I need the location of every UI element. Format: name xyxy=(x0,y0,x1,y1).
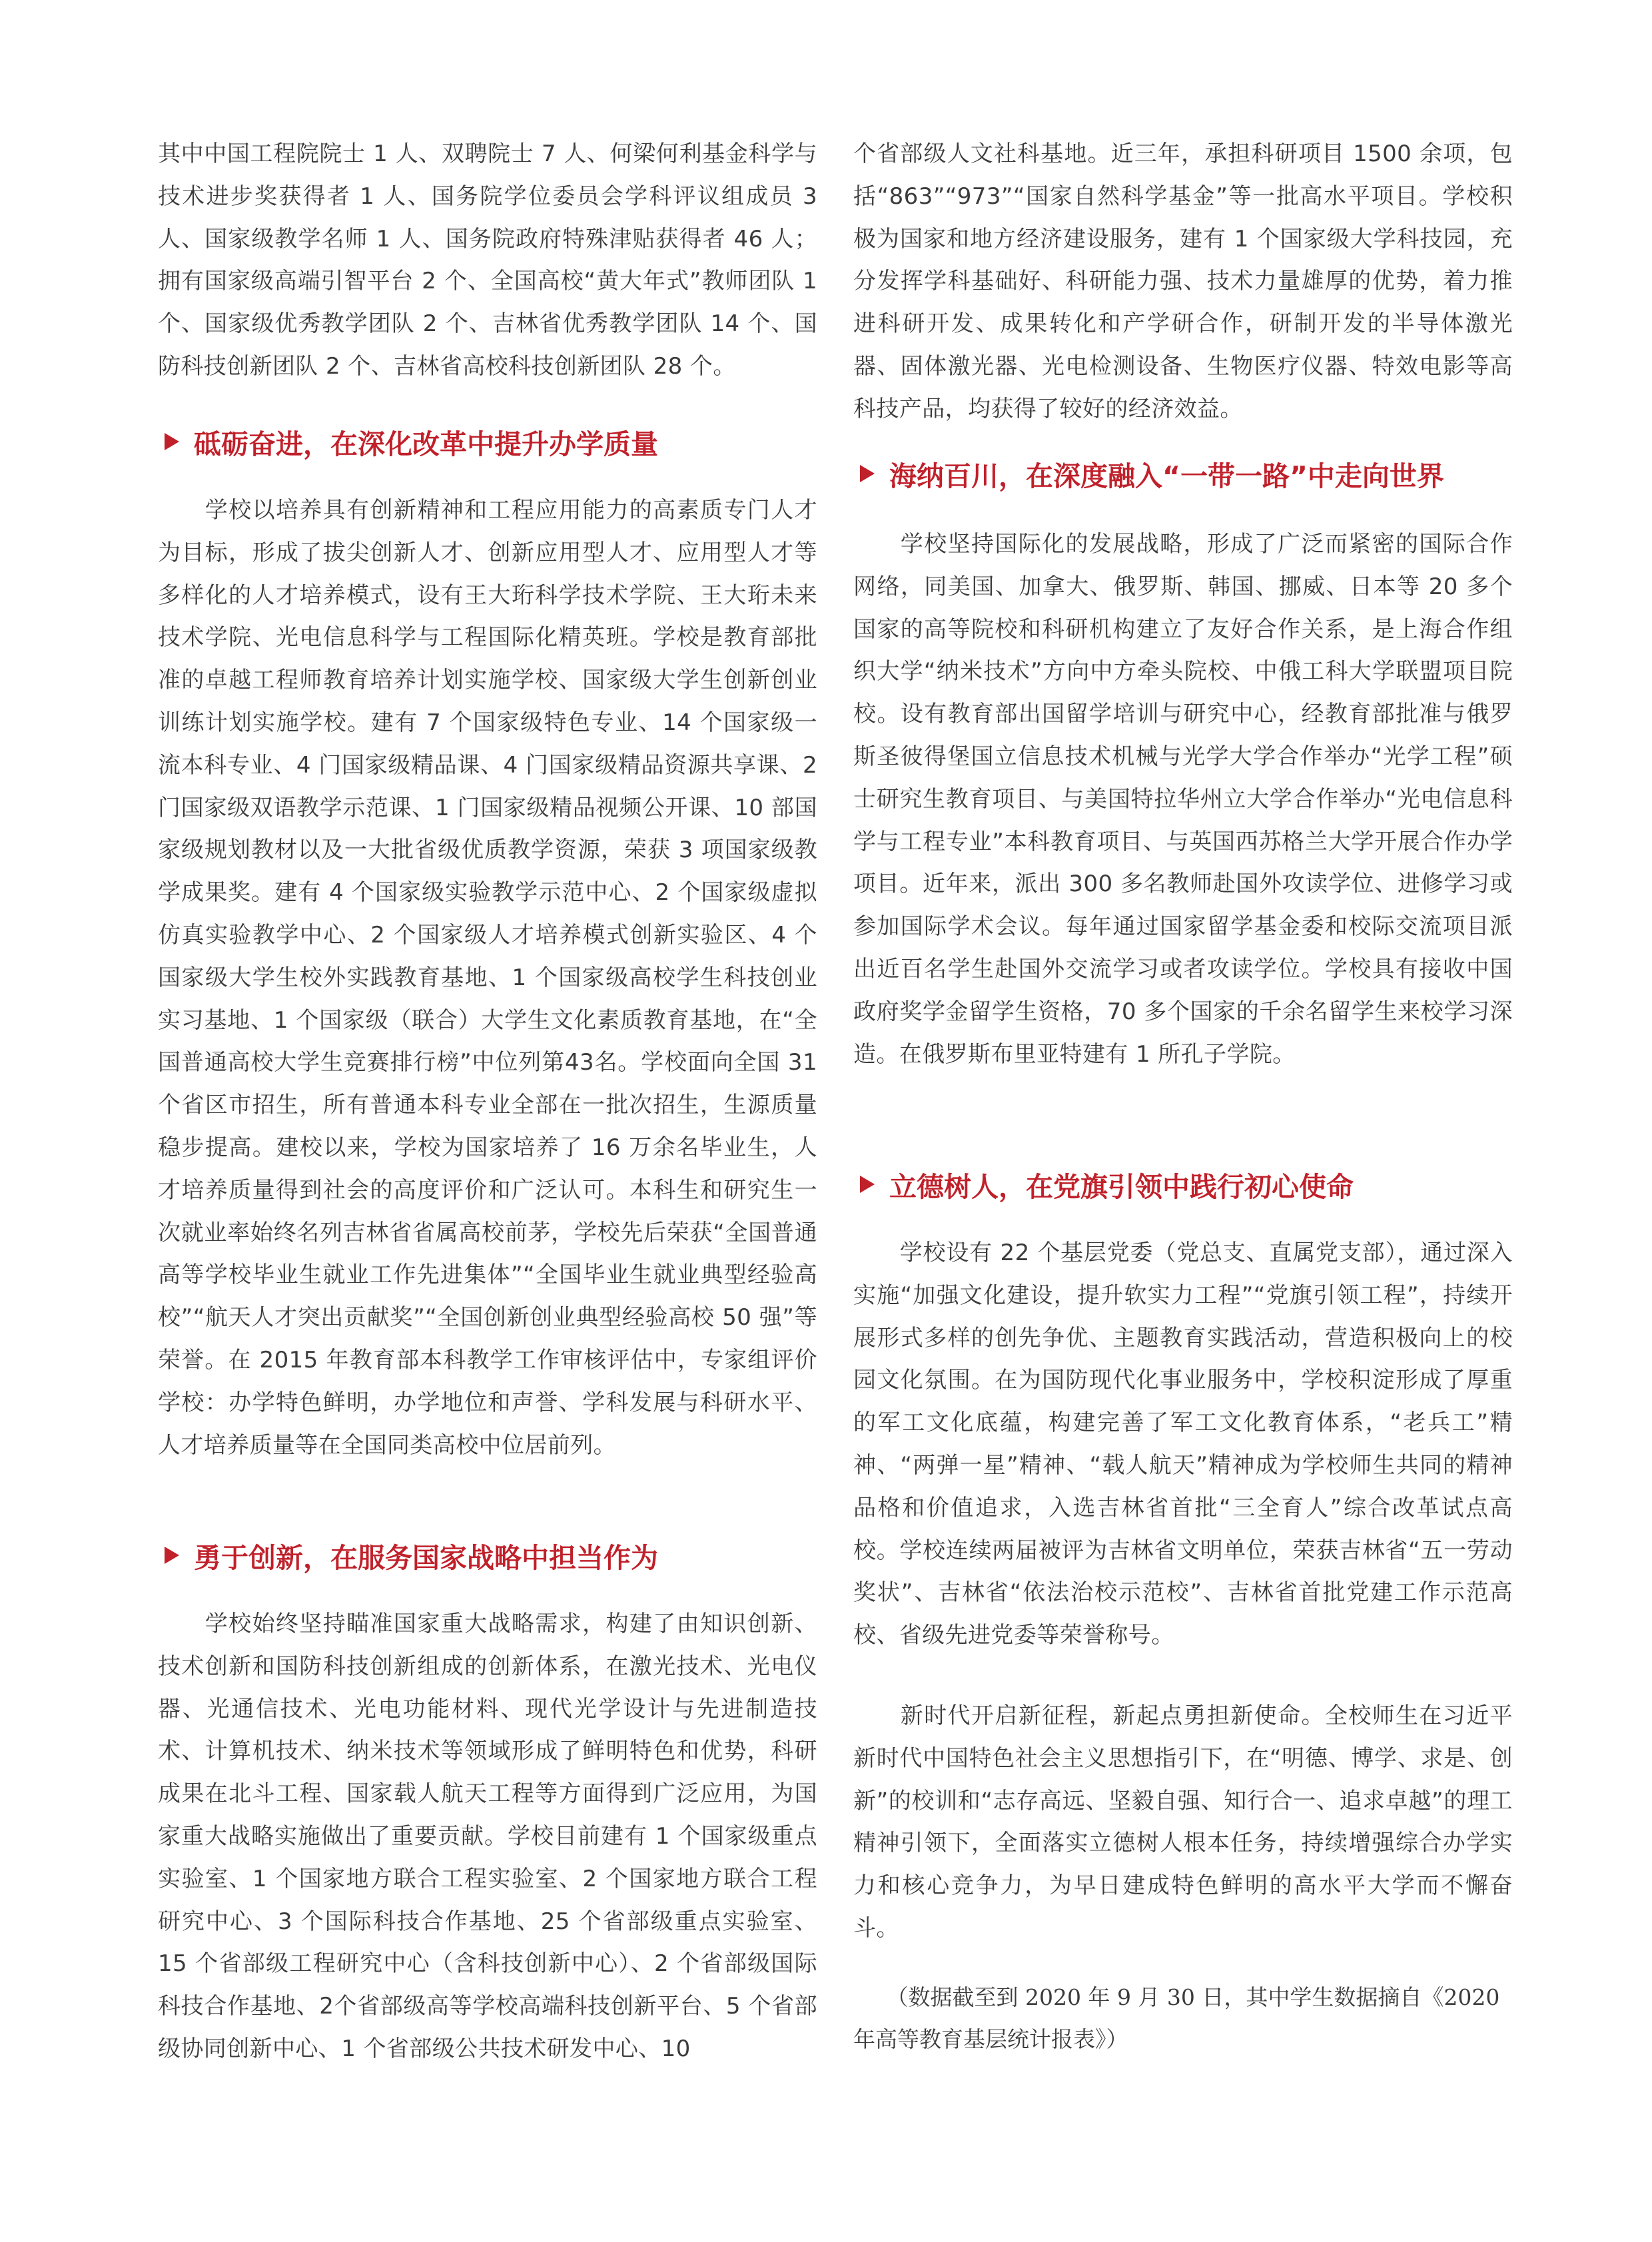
section-heading-party xyxy=(853,1162,1513,1206)
triangle-right-icon xyxy=(165,1547,179,1564)
section-heading-text: 立德树人，在党旗引领中践行初心使命 xyxy=(889,1170,1354,1203)
section-body-reform: 学校以培养具有创新精神和工程应用能力的高素质专门人才为目标，形成了拔尖创新人才、创新应用型人才、应用型人才等多样化的人才培养模式，设有王大珩科学技术学院、王大珩未来技术学院、光电信息科学与工程国际化精英班。学校是教育部批准的卓越工程师教育培养计划实施学校、国家级大学生创新创业训练计划实施学校。建有 7 个国家级特色专业、14 个国家级一流本科专业、4 门国家级精品课、4 门国家级精品资源共享课、2 门国家级双语教学示范课、1 门国家级精品视频公开课、10 部国家级规划教材以及一大批省级优质教学资源，荣获 3 项国家级教学成果奖。建有 4 个国家级实验教学示范中心、2 个国家级虚拟仿真实验教学中心、2 个国家级人才培养模式创新实验区、4 个国家级大学生校外实践教育基地、1 个国家级高校学生科技创业实习基地、1 个国家级（联合）大学生文化素质教育基地，在“全国普通高校大学生竞赛排行榜”中位列第43名。学校面向全国 31 个省区市招生，所有普通本科专业全部在一批次招生，生源质量稳步提高。建校以来，学校为国家培养了 16 万余名毕业生，人才培养质量得到社会的高度评价和广泛认可。本科生和研究生一次就业率始终名列吉林省省属高校前茅，学校先后荣获“全国普通高等学校毕业生就业工作先进集体”“全国毕业生就业典型经验高校”“航天人才突出贡献奖”“全国创新创业典型经验高校 50 强”等荣誉。在 2015 年教育部本科教学工作审核评估中，专家组评价学校：办学特色鲜明，办学地位和声誉、学科发展与科研水平、人才培养质量等在全国同类高校中位居前列。 xyxy=(158,497,817,1459)
section-heading-text: 砥砺奋进，在深化改革中提升办学质量 xyxy=(194,428,658,460)
section-body-party: 学校设有 22 个基层党委（党总支、直属党支部），通过深入实施“加强文化建设，提升软实力工程”“党旗引领工程”，持续开展形式多样的创先争优、主题教育实践活动，营造积极向上的校园文化氛围。在为国防现代化事业服务中，学校积淀形成了厚重的军工文化底蕴，构建完善了军工文化教育体系，“老兵工”精神、“两弹一星”精神、“载人航天”精神成为学校师生共同的精神品格和价值追求，入选吉林省首批“三全育人”综合改革试点高校。学校连续两届被评为吉林省文明单位，荣获吉林省“五一劳动奖状”、吉林省“依法治校示范校”、吉林省首批党建工作示范高校、省级先进党委等荣誉称号。 xyxy=(853,1240,1513,1649)
closing-paragraph: 新时代开启新征程，新起点勇担新使命。全校师生在习近平新时代中国特色社会主义思想指引下，在“明德、博学、求是、创新”的校训和“志存高远、坚毅自强、知行合一、追求卓越”的理工精神引领下，全面落实立德树人根本任务，持续增强综合办学实力和核心竞争力，为早日建成特色鲜明的高水平大学而不懈奋斗。 xyxy=(853,1702,1513,1942)
triangle-right-icon xyxy=(165,433,179,450)
intro-paragraph: 其中中国工程院院士 1 人、双聘院士 7 人、何梁何利基金科学与技术进步奖获得者 1 人、国务院学位委员会学科评议组成员 3 人、国家级教学名师 1 人、国务院政府特殊津贴获得者 46 人；拥有国家级高端引智平台 2 个、全国高校“黄大年式”教师团队 1 个、国家级优秀教学团队 2 个、吉林省优秀教学团队 14 个、国防科技创新团队 2 个、吉林省高校科技创新团队 28 个。 xyxy=(158,141,817,380)
triangle-right-icon xyxy=(860,465,875,482)
research-continued-paragraph: 个省部级人文社科基地。近三年，承担科研项目 1500 余项，包括“863”“973”“国家自然科学基金”等一批高水平项目。学校积极为国家和地方经济建设服务，建有 1 个国家级大学科技园，充分发挥学科基础好、科研能力强、技术力量雄厚的优势，着力推进科研开发、成果转化和产学研合作，研制开发的半导体激光器、固体激光器、光电检测设备、生物医疗仪器、特效电影等高科技产品，均获得了较好的经济效益。 xyxy=(853,141,1513,422)
section-heading-international xyxy=(853,452,1513,496)
section-body-international: 学校坚持国际化的发展战略，形成了广泛而紧密的国际合作网络，同美国、加拿大、俄罗斯、韩国、挪威、日本等 20 多个国家的高等院校和科研机构建立了友好合作关系，是上海合作组织大学“纳米技术”方向中方牵头院校、中俄工科大学联盟项目院校。设有教育部出国留学培训与研究中心，经教育部批准与俄罗斯圣彼得堡国立信息技术机械与光学大学合作举办“光学工程”硕士研究生教育项目、与美国特拉华州立大学合作举办“光电信息科学与工程专业”本科教育项目、与英国西苏格兰大学开展合作办学项目。近年来，派出 300 多名教师赴国外攻读学位、进修学习或参加国际学术会议。每年通过国家留学基金委和校际交流项目派出近百名学生赴国外交流学习或者攻读学位。学校具有接收中国政府奖学金留学生资格，70 多个国家的千余名留学生来校学习深造。在俄罗斯布里亚特建有 1 所孔子学院。 xyxy=(853,531,1513,1068)
section-body-innovation: 学校始终坚持瞄准国家重大战略需求，构建了由知识创新、技术创新和国防科技创新组成的创新体系，在激光技术、光电仪器、光通信技术、光电功能材料、现代光学设计与先进制造技术、计算机技术、纳米技术等领域形成了鲜明特色和优势，科研成果在北斗工程、国家载人航天工程等方面得到广泛应用，为国家重大战略实施做出了重要贡献。学校目前建有 1 个国家级重点实验室、1 个国家地方联合工程实验室、2 个国家地方联合工程研究中心、3 个国际科技合作基地、25 个省部级重点实验室、15 个省部级工程研究中心（含科技创新中心）、2 个省部级国际科技合作基地、2个省部级高等学校高端科技创新平台、5 个省部级协同创新中心、1 个省部级公共技术研发中心、10 xyxy=(158,1611,817,2062)
data-source-note: （数据截至到 2020 年 9 月 30 日，其中学生数据摘自《2020 年高等教育基层统计报表》） xyxy=(853,1984,1500,2052)
section-heading-innovation xyxy=(158,1533,817,1577)
triangle-right-icon xyxy=(860,1176,875,1193)
section-heading-text: 海纳百川，在深度融入“一带一路”中走向世界 xyxy=(889,460,1444,492)
section-heading-reform xyxy=(158,420,817,464)
section-heading-text: 勇于创新，在服务国家战略中担当作为 xyxy=(194,1541,658,1574)
